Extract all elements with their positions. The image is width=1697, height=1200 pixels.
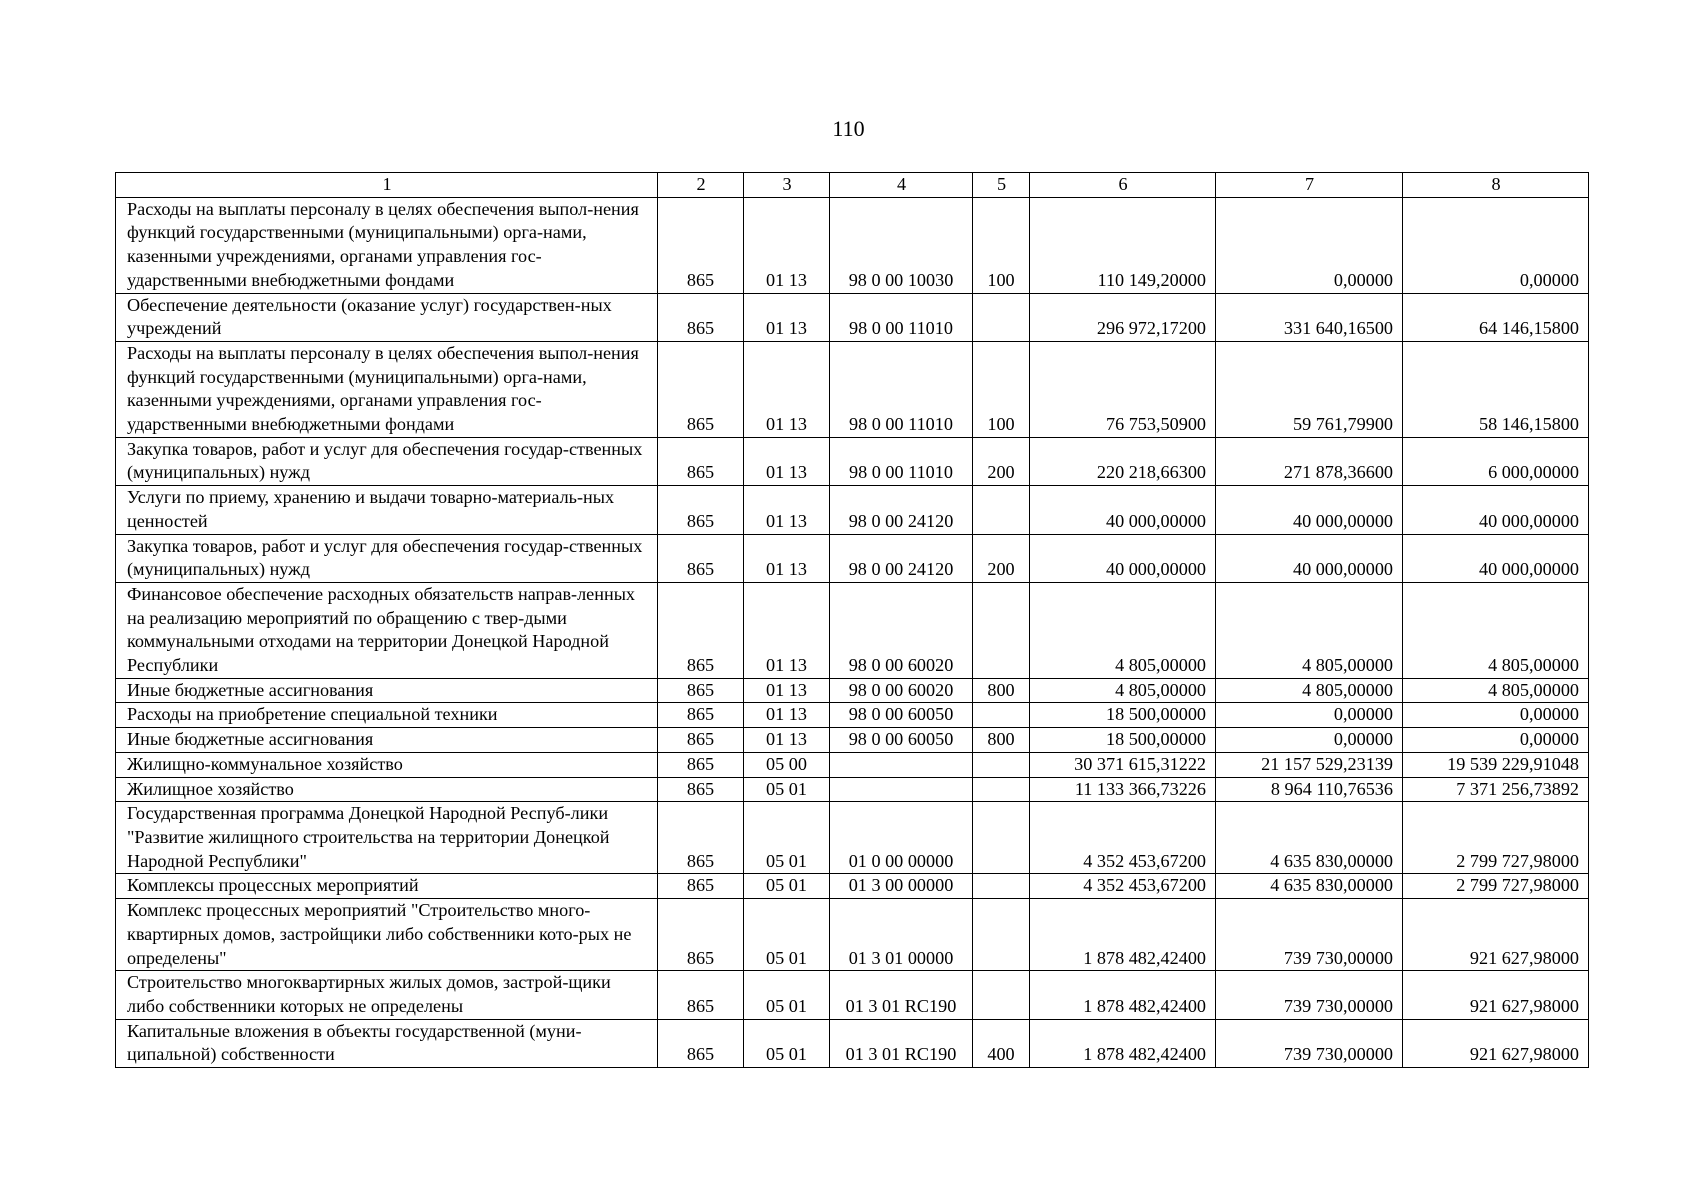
cell-col2: 865 <box>658 874 744 899</box>
table-row <box>116 874 1589 899</box>
cell-col7: 0,00000 <box>1216 703 1403 728</box>
cell-col2: 865 <box>658 437 744 485</box>
cell-col4: 01 3 01 00000 <box>830 899 973 971</box>
cell-col6: 40 000,00000 <box>1030 534 1216 582</box>
column-header: 1 <box>116 173 658 198</box>
cell-col3: 01 13 <box>744 293 830 341</box>
cell-col8: 4 805,00000 <box>1403 678 1589 703</box>
row-name-cell: Расходы на выплаты персоналу в целях обеспечения выпол-нения функций государственными (муниципальными) орга-нами, казенными учреждениями, органами управления гос-ударственными внебюджетными фондами <box>116 197 658 293</box>
cell-col5 <box>973 293 1030 341</box>
cell-col6: 18 500,00000 <box>1030 703 1216 728</box>
row-name-cell: Жилищно-коммунальное хозяйство <box>116 752 658 777</box>
cell-col3: 05 01 <box>744 777 830 802</box>
cell-col7: 4 805,00000 <box>1216 678 1403 703</box>
table-body <box>116 197 1589 1067</box>
cell-col7: 59 761,79900 <box>1216 341 1403 437</box>
row-name-cell: Расходы на выплаты персоналу в целях обеспечения выпол-нения функций государственными (муниципальными) орга-нами, казенными учреждениями, органами управления гос-ударственными внебюджетными фондами <box>116 341 658 437</box>
cell-col8: 0,00000 <box>1403 728 1589 753</box>
cell-col2: 865 <box>658 486 744 534</box>
cell-col8: 921 627,98000 <box>1403 971 1589 1019</box>
cell-col4: 98 0 00 11010 <box>830 341 973 437</box>
column-header: 5 <box>973 173 1030 198</box>
column-header: 4 <box>830 173 973 198</box>
cell-col6: 1 878 482,42400 <box>1030 899 1216 971</box>
cell-col6: 220 218,66300 <box>1030 437 1216 485</box>
cell-col3: 01 13 <box>744 534 830 582</box>
cell-col8: 0,00000 <box>1403 703 1589 728</box>
row-name-cell: Государственная программа Донецкой Народной Респуб-лики "Развитие жилищного строительства на территории Донецкой Народной Республики" <box>116 802 658 874</box>
row-name-cell: Услуги по приему, хранению и выдачи товарно-материаль-ных ценностей <box>116 486 658 534</box>
cell-col3: 01 13 <box>744 437 830 485</box>
cell-col8: 0,00000 <box>1403 197 1589 293</box>
cell-col2: 865 <box>658 534 744 582</box>
row-name-cell: Строительство многоквартирных жилых домов, застрой-щики либо собственники которых не определены <box>116 971 658 1019</box>
cell-col7: 739 730,00000 <box>1216 971 1403 1019</box>
cell-col2: 865 <box>658 1019 744 1067</box>
cell-col3: 01 13 <box>744 703 830 728</box>
cell-col8: 2 799 727,98000 <box>1403 802 1589 874</box>
cell-col4: 01 3 00 00000 <box>830 874 973 899</box>
row-name-cell: Комплекс процессных мероприятий "Строительство много-квартирных домов, застройщики либо собственники кото-рых не определены" <box>116 899 658 971</box>
row-name-cell: Жилищное хозяйство <box>116 777 658 802</box>
cell-col6: 40 000,00000 <box>1030 486 1216 534</box>
cell-col4: 98 0 00 60020 <box>830 678 973 703</box>
table-row <box>116 802 1589 874</box>
cell-col6: 30 371 615,31222 <box>1030 752 1216 777</box>
column-header: 6 <box>1030 173 1216 198</box>
cell-col5 <box>973 582 1030 678</box>
column-header: 2 <box>658 173 744 198</box>
cell-col6: 1 878 482,42400 <box>1030 971 1216 1019</box>
cell-col4: 98 0 00 11010 <box>830 437 973 485</box>
table-row <box>116 437 1589 485</box>
cell-col7: 0,00000 <box>1216 197 1403 293</box>
cell-col8: 58 146,15800 <box>1403 341 1589 437</box>
cell-col3: 05 01 <box>744 971 830 1019</box>
cell-col4 <box>830 777 973 802</box>
cell-col7: 4 635 830,00000 <box>1216 802 1403 874</box>
cell-col5 <box>973 971 1030 1019</box>
table-row <box>116 678 1589 703</box>
cell-col6: 76 753,50900 <box>1030 341 1216 437</box>
row-name-cell: Комплексы процессных мероприятий <box>116 874 658 899</box>
cell-col6: 4 352 453,67200 <box>1030 874 1216 899</box>
cell-col6: 4 805,00000 <box>1030 678 1216 703</box>
cell-col5 <box>973 752 1030 777</box>
cell-col3: 05 01 <box>744 802 830 874</box>
row-name-cell: Капитальные вложения в объекты государственной (муни-ципальной) собственности <box>116 1019 658 1067</box>
cell-col5 <box>973 486 1030 534</box>
cell-col8: 921 627,98000 <box>1403 899 1589 971</box>
cell-col4: 01 3 01 RC190 <box>830 1019 973 1067</box>
table-row <box>116 899 1589 971</box>
cell-col6: 4 352 453,67200 <box>1030 802 1216 874</box>
cell-col3: 01 13 <box>744 582 830 678</box>
cell-col4: 98 0 00 60050 <box>830 728 973 753</box>
cell-col4: 01 0 00 00000 <box>830 802 973 874</box>
cell-col4 <box>830 752 973 777</box>
cell-col3: 01 13 <box>744 728 830 753</box>
cell-col6: 11 133 366,73226 <box>1030 777 1216 802</box>
row-name-cell: Закупка товаров, работ и услуг для обеспечения государ-ственных (муниципальных) нужд <box>116 437 658 485</box>
cell-col8: 4 805,00000 <box>1403 582 1589 678</box>
cell-col2: 865 <box>658 293 744 341</box>
cell-col2: 865 <box>658 802 744 874</box>
cell-col3: 01 13 <box>744 341 830 437</box>
cell-col5 <box>973 703 1030 728</box>
cell-col3: 05 01 <box>744 899 830 971</box>
cell-col8: 2 799 727,98000 <box>1403 874 1589 899</box>
cell-col5: 800 <box>973 728 1030 753</box>
cell-col7: 4 635 830,00000 <box>1216 874 1403 899</box>
cell-col2: 865 <box>658 752 744 777</box>
table-row <box>116 971 1589 1019</box>
cell-col8: 921 627,98000 <box>1403 1019 1589 1067</box>
cell-col7: 8 964 110,76536 <box>1216 777 1403 802</box>
cell-col7: 0,00000 <box>1216 728 1403 753</box>
row-name-cell: Финансовое обеспечение расходных обязательств направ-ленных на реализацию мероприятий по обращению с твер-дыми коммунальными отходами на территории Донецкой Народной Республики <box>116 582 658 678</box>
cell-col6: 1 878 482,42400 <box>1030 1019 1216 1067</box>
table-row <box>116 582 1589 678</box>
column-header: 8 <box>1403 173 1589 198</box>
cell-col7: 4 805,00000 <box>1216 582 1403 678</box>
row-name-cell: Обеспечение деятельности (оказание услуг) государствен-ных учреждений <box>116 293 658 341</box>
cell-col4: 98 0 00 60050 <box>830 703 973 728</box>
table-row <box>116 1019 1589 1067</box>
cell-col6: 4 805,00000 <box>1030 582 1216 678</box>
cell-col3: 01 13 <box>744 197 830 293</box>
cell-col5: 100 <box>973 341 1030 437</box>
table-row <box>116 341 1589 437</box>
cell-col5 <box>973 802 1030 874</box>
cell-col5: 200 <box>973 437 1030 485</box>
cell-col7: 40 000,00000 <box>1216 486 1403 534</box>
cell-col3: 05 01 <box>744 874 830 899</box>
cell-col2: 865 <box>658 341 744 437</box>
cell-col8: 6 000,00000 <box>1403 437 1589 485</box>
cell-col2: 865 <box>658 971 744 1019</box>
cell-col4: 98 0 00 24120 <box>830 486 973 534</box>
cell-col7: 739 730,00000 <box>1216 899 1403 971</box>
cell-col8: 40 000,00000 <box>1403 486 1589 534</box>
row-name-cell: Иные бюджетные ассигнования <box>116 728 658 753</box>
row-name-cell: Закупка товаров, работ и услуг для обеспечения государ-ственных (муниципальных) нужд <box>116 534 658 582</box>
cell-col7: 331 640,16500 <box>1216 293 1403 341</box>
cell-col7: 739 730,00000 <box>1216 1019 1403 1067</box>
cell-col6: 296 972,17200 <box>1030 293 1216 341</box>
cell-col4: 98 0 00 60020 <box>830 582 973 678</box>
cell-col4: 01 3 01 RC190 <box>830 971 973 1019</box>
page-number: 110 <box>832 116 865 141</box>
cell-col8: 64 146,15800 <box>1403 293 1589 341</box>
table-row <box>116 752 1589 777</box>
cell-col2: 865 <box>658 728 744 753</box>
table-row <box>116 728 1589 753</box>
cell-col4: 98 0 00 10030 <box>830 197 973 293</box>
column-header: 7 <box>1216 173 1403 198</box>
cell-col8: 19 539 229,91048 <box>1403 752 1589 777</box>
table-row <box>116 703 1589 728</box>
table-row <box>116 534 1589 582</box>
cell-col5: 400 <box>973 1019 1030 1067</box>
cell-col5: 200 <box>973 534 1030 582</box>
cell-col7: 21 157 529,23139 <box>1216 752 1403 777</box>
cell-col2: 865 <box>658 777 744 802</box>
cell-col5: 800 <box>973 678 1030 703</box>
cell-col2: 865 <box>658 678 744 703</box>
row-name-cell: Расходы на приобретение специальной техники <box>116 703 658 728</box>
cell-col5 <box>973 874 1030 899</box>
cell-col3: 05 01 <box>744 1019 830 1067</box>
table-row <box>116 486 1589 534</box>
table-row <box>116 777 1589 802</box>
header-row <box>116 173 1589 198</box>
cell-col2: 865 <box>658 703 744 728</box>
cell-col3: 01 13 <box>744 678 830 703</box>
column-header: 3 <box>744 173 830 198</box>
table-row <box>116 197 1589 293</box>
cell-col5 <box>973 777 1030 802</box>
cell-col2: 865 <box>658 582 744 678</box>
cell-col2: 865 <box>658 899 744 971</box>
budget-table <box>115 172 1589 1068</box>
cell-col6: 110 149,20000 <box>1030 197 1216 293</box>
cell-col3: 01 13 <box>744 486 830 534</box>
cell-col3: 05 00 <box>744 752 830 777</box>
cell-col4: 98 0 00 24120 <box>830 534 973 582</box>
cell-col8: 40 000,00000 <box>1403 534 1589 582</box>
row-name-cell: Иные бюджетные ассигнования <box>116 678 658 703</box>
cell-col5 <box>973 899 1030 971</box>
cell-col8: 7 371 256,73892 <box>1403 777 1589 802</box>
table-row <box>116 293 1589 341</box>
cell-col6: 18 500,00000 <box>1030 728 1216 753</box>
cell-col2: 865 <box>658 197 744 293</box>
cell-col7: 40 000,00000 <box>1216 534 1403 582</box>
cell-col5: 100 <box>973 197 1030 293</box>
cell-col4: 98 0 00 11010 <box>830 293 973 341</box>
cell-col7: 271 878,36600 <box>1216 437 1403 485</box>
